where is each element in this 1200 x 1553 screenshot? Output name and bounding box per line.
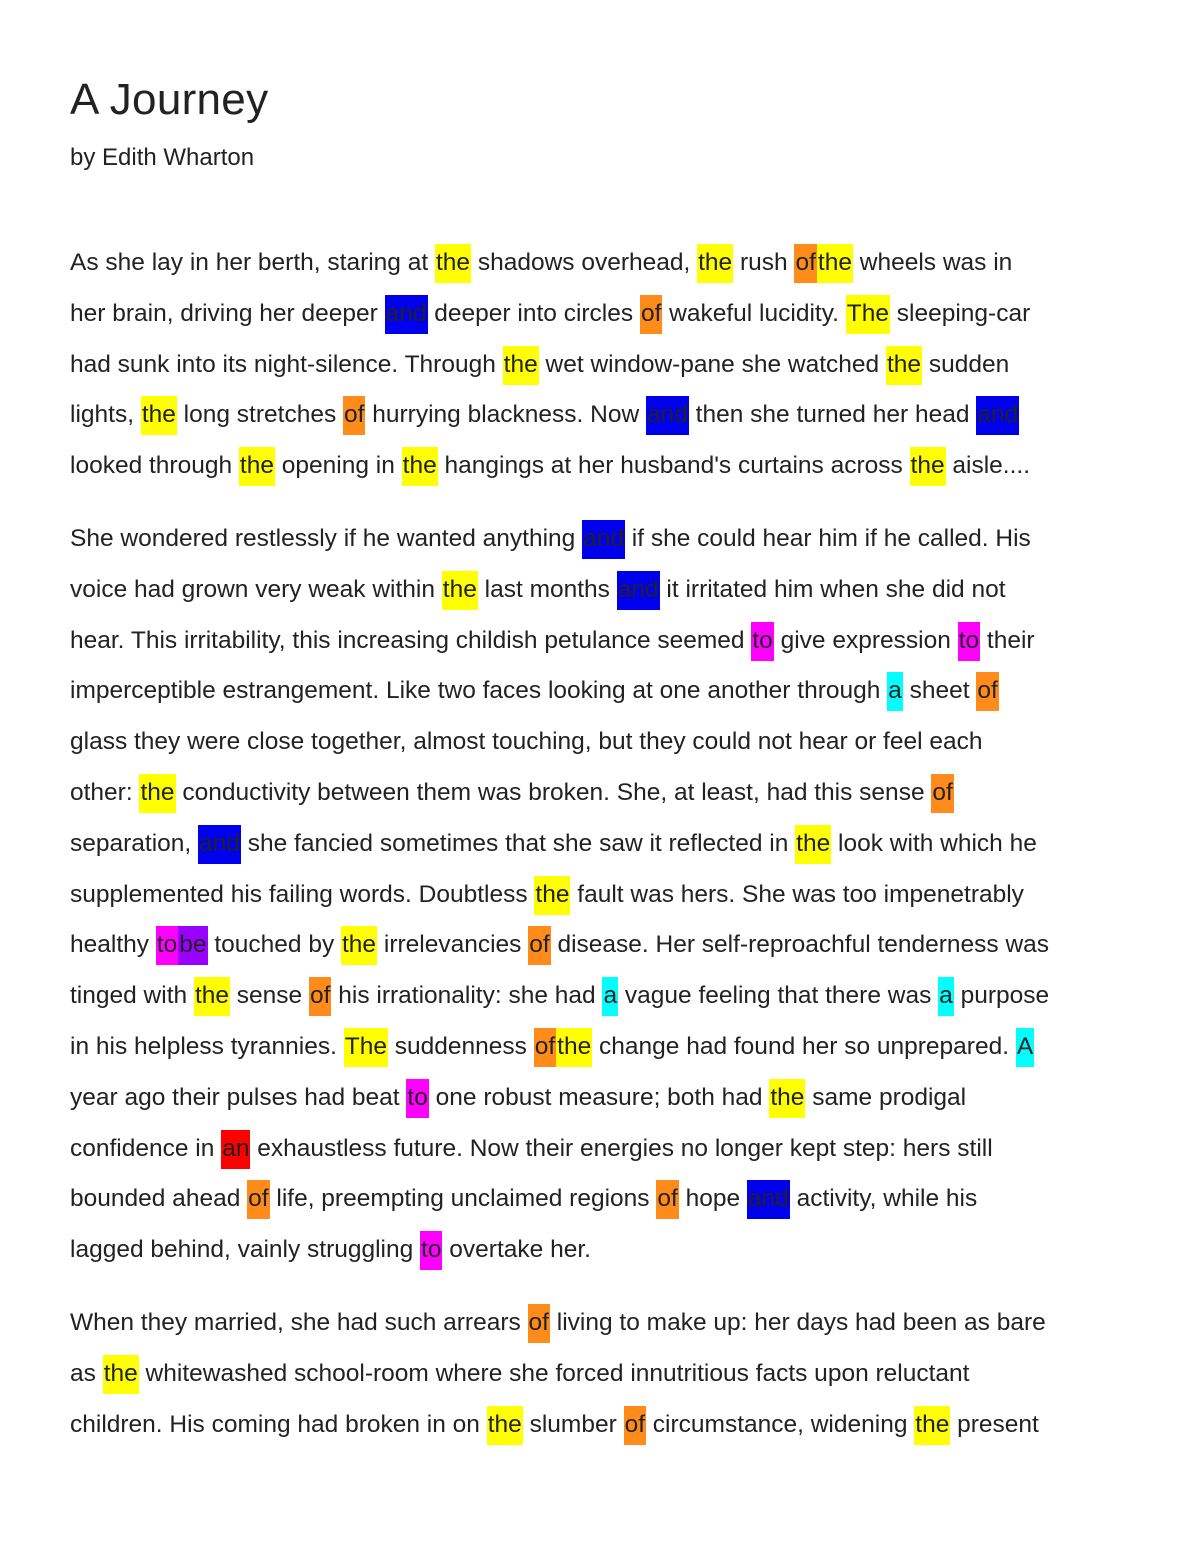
highlighted-word: of	[534, 1028, 556, 1067]
highlighted-word: a	[938, 977, 954, 1016]
document-page	[70, 70, 1135, 1472]
text-line: as the whitewashed school-room where she forced innutritious facts upon reluctant	[70, 1349, 1135, 1400]
highlighted-word: of	[794, 244, 816, 283]
document-title: A Journey	[70, 75, 269, 124]
highlighted-word: the	[914, 1406, 950, 1445]
text-line: hear. This irritability, this increasing childish petulance seemed to give expression to their	[70, 616, 1135, 667]
text-line: bounded ahead of life, preempting unclaimed regions of hope and activity, while his	[70, 1174, 1135, 1225]
highlighted-word: the	[141, 396, 177, 435]
highlighted-word: of	[931, 774, 953, 813]
highlighted-word: the	[795, 825, 831, 864]
document-author: by Edith Wharton	[70, 144, 255, 171]
highlighted-word: of	[656, 1180, 678, 1219]
highlighted-word: and	[747, 1180, 790, 1219]
text-line: voice had grown very weak within the last months and it irritated him when she did not	[70, 565, 1135, 616]
highlighted-word: of	[309, 977, 331, 1016]
highlighted-word: of	[624, 1406, 646, 1445]
highlighted-word: and	[385, 295, 428, 334]
highlighted-word: The	[846, 295, 890, 334]
highlighted-word: the	[697, 244, 733, 283]
highlighted-word: the	[139, 774, 175, 813]
highlighted-word: the	[886, 346, 922, 385]
text-line: When they married, she had such arrears of living to make up: her days had been as bare	[70, 1298, 1135, 1349]
highlighted-word: the	[402, 447, 438, 486]
text-line: separation, and she fancied sometimes that she saw it reflected in the look with which he	[70, 819, 1135, 870]
highlighted-word: A	[1016, 1028, 1034, 1067]
highlighted-word: a	[887, 672, 903, 711]
highlighted-word: of	[343, 396, 365, 435]
highlighted-word: and	[976, 396, 1019, 435]
highlighted-word: of	[528, 926, 550, 965]
paragraph	[70, 1298, 1135, 1450]
text-line: year ago their pulses had beat to one robust measure; both had the same prodigal	[70, 1073, 1135, 1124]
paragraph	[70, 238, 1135, 492]
highlighted-word: and	[617, 571, 660, 610]
highlighted-word: The	[344, 1028, 388, 1067]
text-line: her brain, driving her deeper and deeper into circles of wakeful lucidity. The sleeping-car	[70, 289, 1135, 340]
highlighted-word: the	[239, 447, 275, 486]
text-line: children. His coming had broken in on the slumber of circumstance, widening the present	[70, 1400, 1135, 1451]
highlighted-word: of	[640, 295, 662, 334]
highlighted-word: the	[503, 346, 539, 385]
highlighted-word: to	[958, 622, 980, 661]
paragraph	[70, 514, 1135, 1276]
highlighted-word: the	[817, 244, 853, 283]
highlighted-word: to	[420, 1231, 442, 1270]
highlighted-word: and	[582, 520, 625, 559]
highlighted-word: the	[194, 977, 230, 1016]
highlighted-word: to	[156, 926, 178, 965]
highlighted-word: of	[976, 672, 998, 711]
text-line: looked through the opening in the hangings at her husband's curtains across the aisle....	[70, 441, 1135, 492]
text-line: other: the conductivity between them was broken. She, at least, had this sense of	[70, 768, 1135, 819]
highlighted-word: the	[487, 1406, 523, 1445]
text-line: imperceptible estrangement. Like two faces looking at one another through a sheet of	[70, 666, 1135, 717]
text-line: lights, the long stretches of hurrying blackness. Now and then she turned her head and	[70, 390, 1135, 441]
highlighted-word: the	[534, 876, 570, 915]
text-line: supplemented his failing words. Doubtless the fault was hers. She was too impenetrably	[70, 870, 1135, 921]
highlighted-word: a	[602, 977, 618, 1016]
highlighted-word: the	[442, 571, 478, 610]
text-line: glass they were close together, almost touching, but they could not hear or feel each	[70, 728, 983, 756]
highlighted-word: the	[910, 447, 946, 486]
highlighted-word: the	[556, 1028, 592, 1067]
highlighted-word: and	[646, 396, 689, 435]
text-line: As she lay in her berth, staring at the shadows overhead, the rush ofthe wheels was in	[70, 238, 1135, 289]
highlighted-word: to	[406, 1079, 428, 1118]
highlighted-word: be	[178, 926, 207, 965]
highlighted-word: to	[751, 622, 773, 661]
highlighted-word: the	[435, 244, 471, 283]
highlighted-word: an	[221, 1130, 250, 1169]
highlighted-word: and	[198, 825, 241, 864]
highlighted-word: the	[769, 1079, 805, 1118]
document-body	[70, 238, 1135, 1450]
text-line: confidence in an exhaustless future. Now their energies no longer kept step: hers still	[70, 1124, 1135, 1175]
highlighted-word: of	[528, 1304, 550, 1343]
highlighted-word: the	[341, 926, 377, 965]
text-line: tinged with the sense of his irrationality: she had a vague feeling that there was a purpose	[70, 971, 1135, 1022]
text-line: lagged behind, vainly struggling to overtake her.	[70, 1225, 1135, 1276]
highlighted-word: the	[103, 1355, 139, 1394]
text-line: healthy tobe touched by the irrelevancies of disease. Her self-reproachful tenderness was	[70, 920, 1135, 971]
text-line: in his helpless tyrannies. The suddenness ofthe change had found her so unprepared. A	[70, 1022, 1135, 1073]
text-line: had sunk into its night-silence. Through the wet window-pane she watched the sudden	[70, 340, 1135, 391]
text-line: She wondered restlessly if he wanted anything and if she could hear him if he called. His	[70, 514, 1135, 565]
highlighted-word: of	[247, 1180, 269, 1219]
